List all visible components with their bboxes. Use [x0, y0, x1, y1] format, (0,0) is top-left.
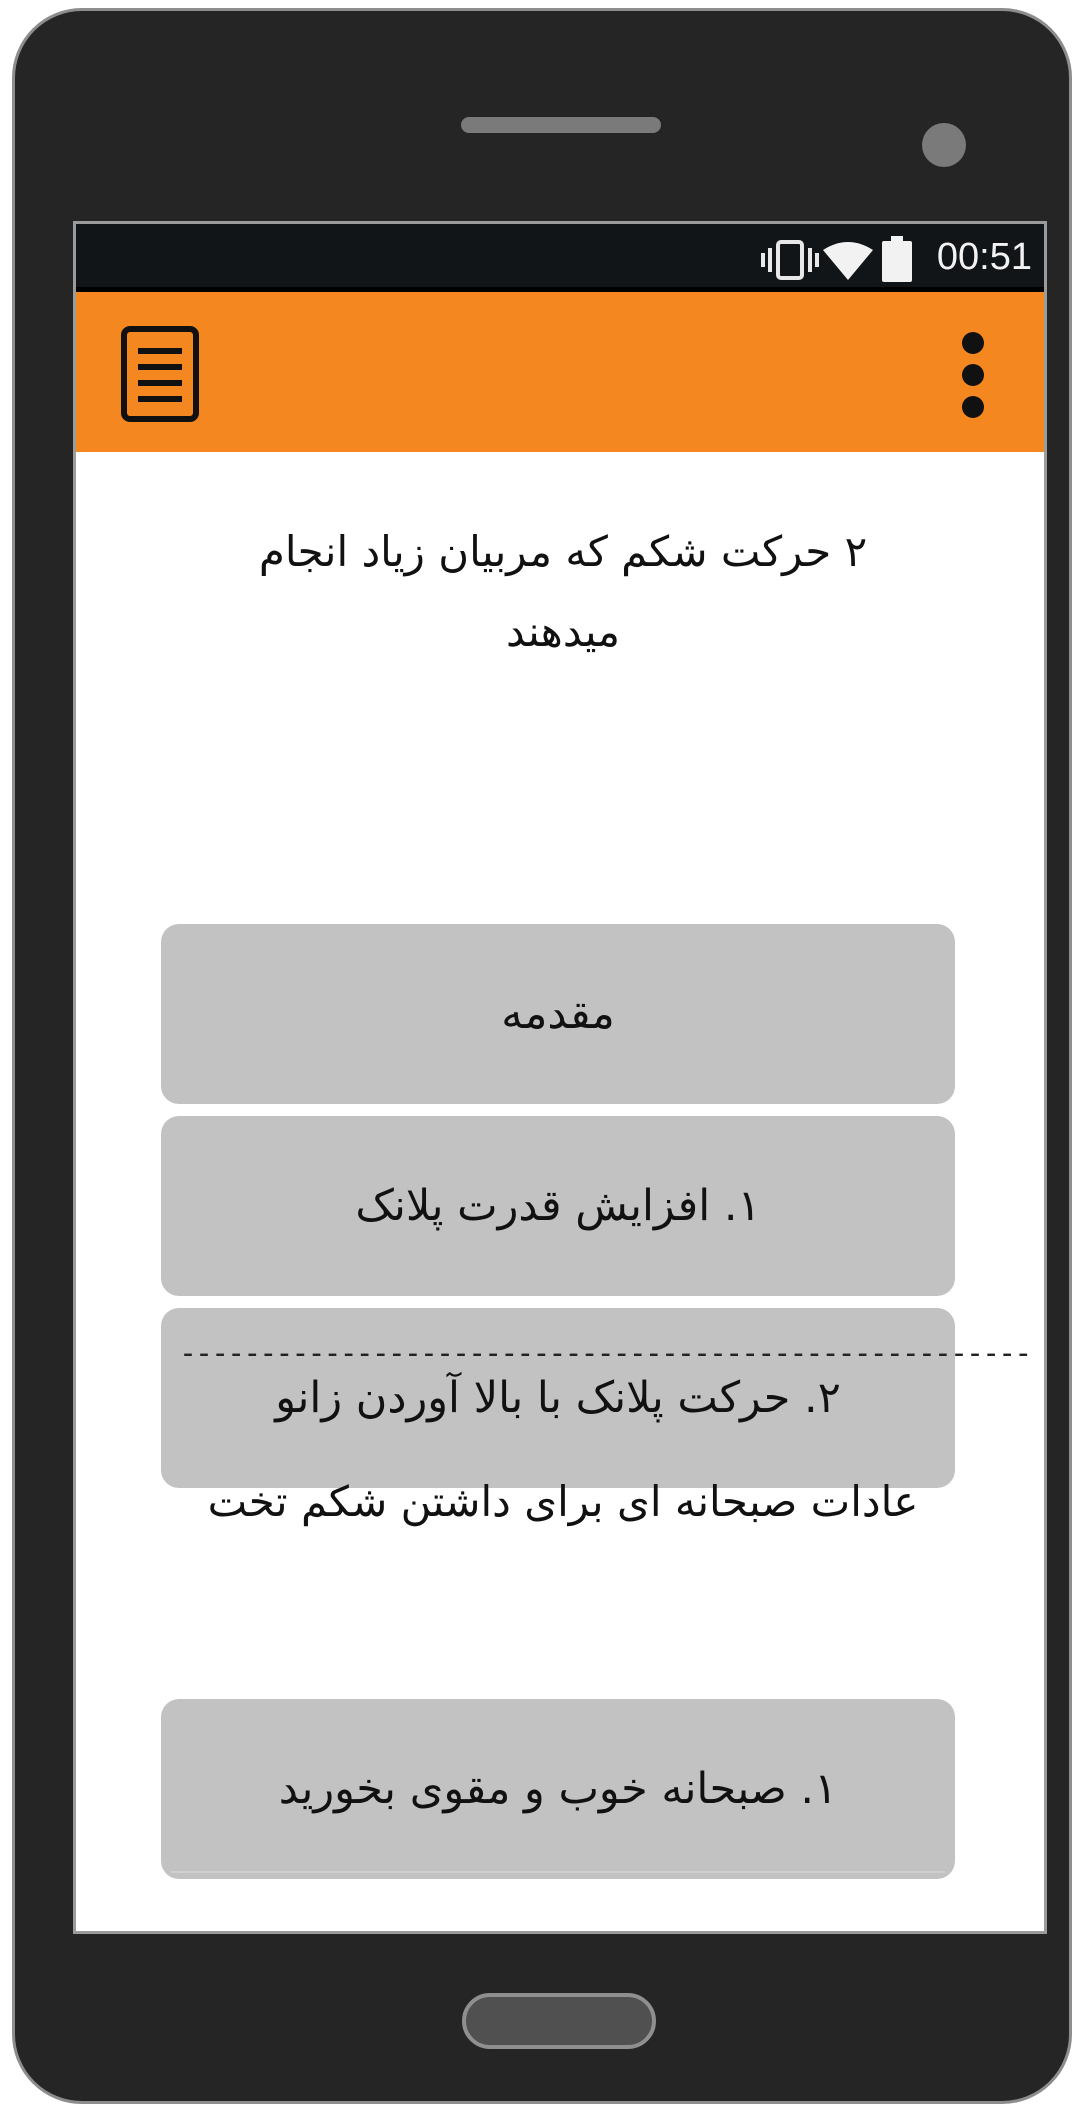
section-divider: ----------------------------------------------------- [179, 1336, 1031, 1371]
section-title-breakfast-habits: عادات صبحانه ای برای داشتن شکم تخت [207, 1477, 919, 1526]
app-bar [76, 292, 1044, 452]
menu-item-label: ۲. حرکت پلانک با بالا آوردن زانو [275, 1373, 841, 1423]
menu-item-plank-knee[interactable] [161, 1308, 1031, 1488]
status-bar [76, 224, 1044, 292]
menu-item-introduction[interactable] [161, 924, 955, 1104]
menu-item-good-breakfast[interactable] [161, 1699, 955, 1879]
menu-item-plank-strength[interactable] [161, 1116, 955, 1296]
home-button[interactable] [462, 1993, 656, 2049]
status-time: 00:51 [936, 236, 1032, 278]
list-document-icon[interactable] [121, 326, 199, 426]
section-title-abs-moves: ۲ حرکت شکم که مربیان زیاد انجام میدهند [258, 527, 868, 656]
menu-item-label: ۱. افزایش قدرت پلانک [355, 1181, 761, 1231]
battery-icon [882, 236, 912, 286]
vibrate-icon [761, 240, 819, 284]
next-item-edge [171, 1871, 945, 1873]
phone-camera [922, 123, 966, 167]
menu-item-label: ۱. صبحانه خوب و مقوی بخورید [278, 1764, 838, 1814]
menu-item-label: مقدمه [501, 989, 615, 1039]
phone-speaker [461, 117, 661, 133]
phone-frame [12, 8, 1072, 2104]
overflow-menu-icon[interactable] [960, 330, 986, 424]
app-screen [73, 221, 1047, 1934]
wifi-icon [822, 240, 874, 284]
